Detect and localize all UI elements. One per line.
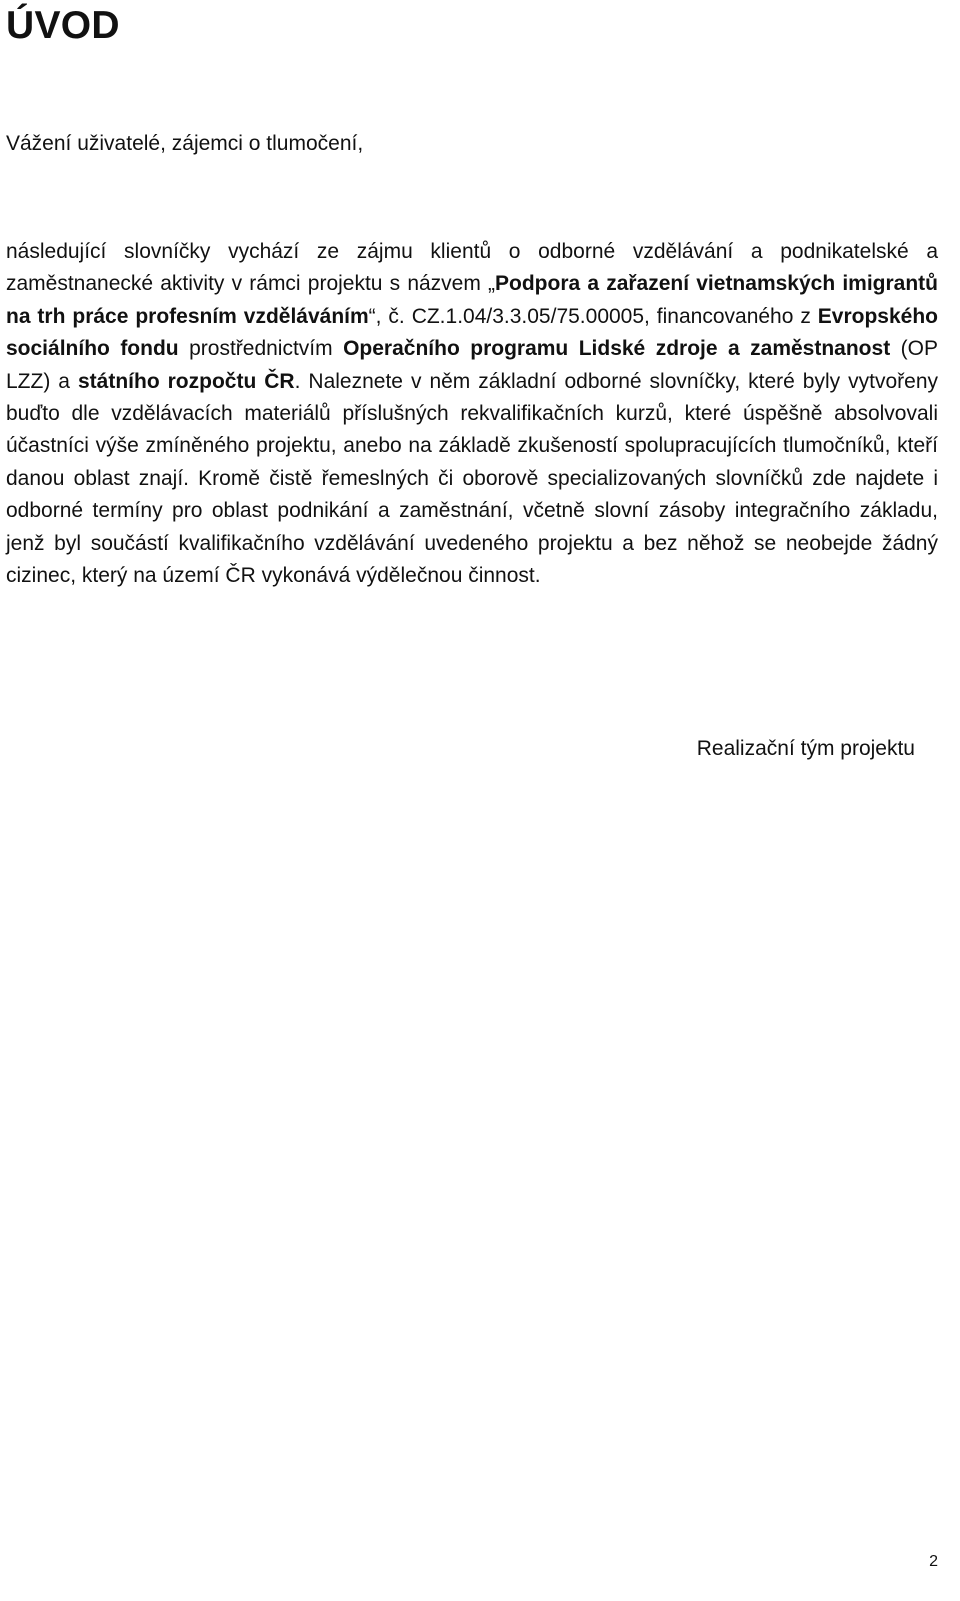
page-number: 2	[929, 1553, 938, 1570]
salutation: Vážení uživatelé, zájemci o tlumočení,	[6, 132, 364, 155]
signature: Realizační tým projektu	[696, 737, 915, 760]
paragraph-text: prostřednictvím	[178, 337, 344, 361]
state-budget: státního rozpočtu ČR	[77, 369, 295, 393]
intro-paragraph	[6, 236, 938, 592]
paragraph-text: “, č. CZ.1.04/3.3.05/75.00005, financovaného z	[368, 304, 818, 328]
paragraph-text: . Naleznete v něm základní odborné slovníčky, které byly vytvořeny buďto dle vzdělávacích materiálů příslušných rekvalifikačních kurzů, které úspěšně absolvovali účastníci výše zmíněného projektu, anebo na základě zkušeností spolupracujících tlumočníků, kteří danou oblast znají. Kromě čistě řemeslných či oborově specializovaných slovníčků zde najdete i odborné termíny pro oblast podnikání a zaměstnání, včetně slovní zásoby integračního základu, jenž byl součástí kvalifikačního vzdělávání uvedeného projektu a bez něhož se neobejde žádný cizinec, který na území ČR vykonává výdělečnou činnost.	[6, 369, 939, 588]
programme-name: Operačního programu Lidské zdroje a zaměstnanost	[343, 337, 891, 361]
paragraph-text: (OP LZZ) a	[6, 337, 938, 393]
project-name: Podpora a zařazení vietnamských imigrantů na trh práce profesním vzděláváním	[6, 272, 938, 328]
page-title: ÚVOD	[6, 4, 120, 47]
paragraph-text: následující slovníčky vychází ze zájmu klientů o odborné vzdělávání a podnikatelské a zaměstnanecké aktivity v rámci projektu s názvem „	[6, 240, 938, 296]
fund-name: Evropského sociálního fondu	[6, 304, 938, 361]
